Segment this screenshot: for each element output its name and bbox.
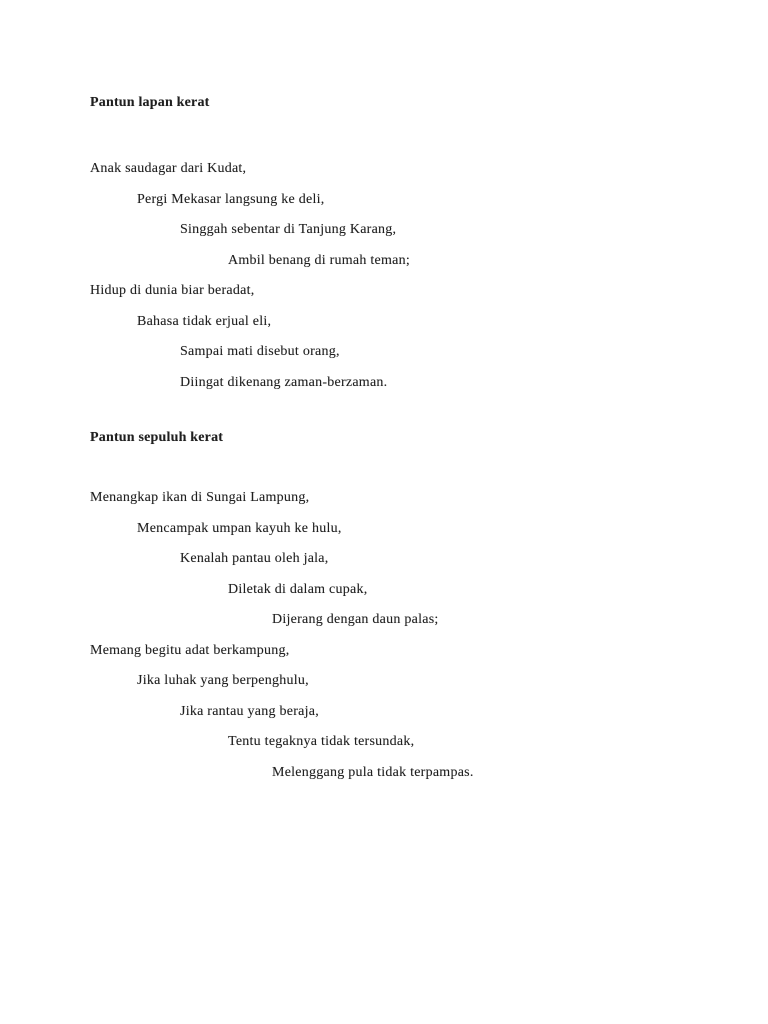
poem-line: Jika rantau yang beraja,: [180, 703, 319, 719]
stanza: [90, 483, 728, 788]
poem-line: Anak saudagar dari Kudat,: [90, 161, 247, 176]
poem-line: Kenalah pantau oleh jala,: [180, 551, 329, 566]
poem-line: Diletak di dalam cupak,: [228, 581, 368, 597]
section-heading: Pantun sepuluh kerat: [90, 430, 224, 445]
poem-line: Jika luhak yang berpenghulu,: [137, 673, 309, 688]
poem-line: Memang begitu adat berkampung,: [90, 642, 290, 658]
poem-line: Menangkap ikan di Sungai Lampung,: [90, 490, 310, 505]
poem-line: Melenggang pula tidak terpampas.: [272, 764, 474, 780]
poem-line: Hidup di dunia biar beradat,: [90, 283, 255, 298]
poem-line: Singgah sebentar di Tanjung Karang,: [180, 222, 397, 237]
poem-line: Dijerang dengan daun palas;: [272, 612, 439, 627]
poem-line: Mencampak umpan kayuh ke hulu,: [137, 520, 342, 536]
stanza: [90, 154, 728, 398]
section-heading: Pantun lapan kerat: [90, 95, 210, 110]
poem-line: Bahasa tidak erjual eli,: [137, 313, 272, 329]
poem-line: Pergi Mekasar langsung ke deli,: [137, 191, 325, 207]
poem-line: Tentu tegaknya tidak tersundak,: [228, 734, 415, 749]
pantun-section-sepuluh-kerat: [90, 423, 728, 788]
poem-line: Ambil benang di rumah teman;: [228, 252, 410, 268]
poem-line: Sampai mati disebut orang,: [180, 344, 340, 359]
pantun-section-lapan-kerat: [90, 88, 728, 398]
poem-line: Diingat dikenang zaman-berzaman.: [180, 374, 388, 390]
